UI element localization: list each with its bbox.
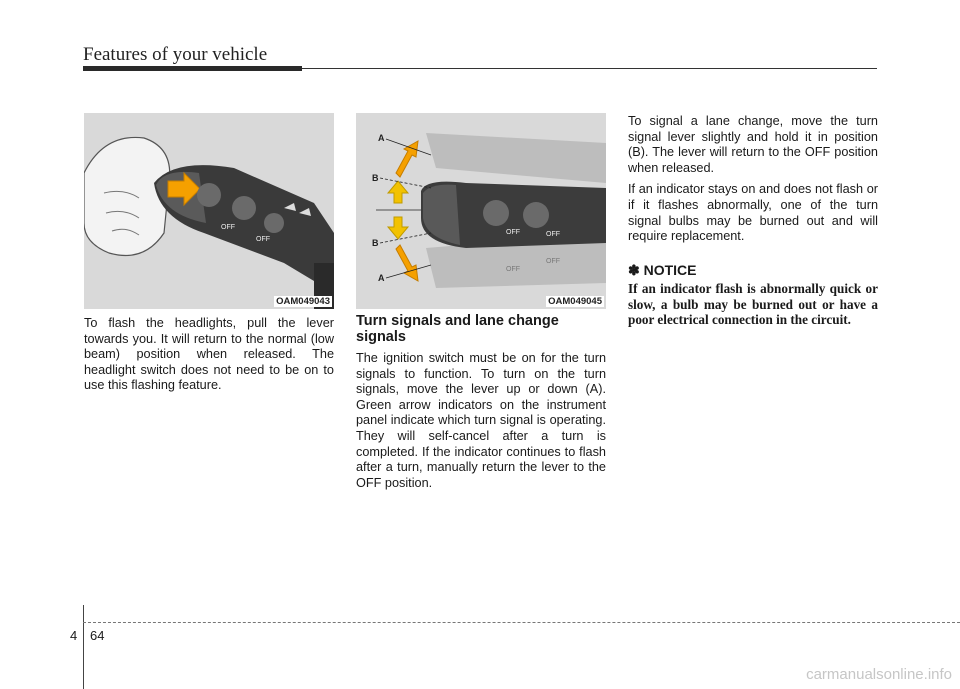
column-1 [84,316,334,400]
headlight-lever-illustration [84,113,334,309]
off-label: OFF [256,236,270,243]
footer-vertical-rule [83,605,84,689]
off-label: OFF [506,229,520,236]
notice-body: If an indicator flash is abnormally quick or slow, a bulb may be burned out or have a poor electrical connection in the circuit. [628,281,878,328]
lane-change-paragraph: To signal a lane change, move the turn signal lever slightly and hold it in position (B). The lever will return to the OFF position when released. [628,114,878,175]
page-number: 64 [90,628,105,643]
notice-title: ✽ NOTICE [628,261,697,278]
off-label: OFF [546,231,560,238]
page-header-title: Features of your vehicle [83,44,268,65]
label-a-top: A [378,133,385,143]
off-label: OFF [546,258,560,265]
turn-signal-lever-illustration [356,113,606,309]
figure-turn-signals [356,113,606,309]
figure-code: OAM049045 [548,296,602,307]
turn-signal-paragraph: The ignition switch must be on for the turn signals to function. To turn on the turn signals, move the lever up or down (A). Green arrow indicators on the instrument panel indicate which turn signal is operating. They will self-cancel after a turn is completed. If the indicator continues to flash after a turn, manually return the lever to the OFF position. [356,351,606,490]
header-rule [302,68,877,69]
watermark: carmanualsonline.info [806,666,952,683]
column-2 [356,313,606,497]
label-b-top: B [372,173,379,183]
off-label: OFF [506,266,520,273]
label-b-bottom: B [372,238,379,248]
figure-headlight-flash [84,113,334,309]
off-label: OFF [221,224,235,231]
section-heading: Turn signals and lane change signals [356,313,559,345]
headlight-flash-paragraph: To flash the headlights, pull the lever towards you. It will return to the normal (low beam) position when released. The headlight switch does not need to be on to use this flashing feature. [84,316,334,393]
page-chapter: 4 [70,628,78,643]
column-3 [628,114,878,334]
hand-illustration [84,137,170,255]
figure-code: OAM049043 [276,296,330,307]
indicator-paragraph: If an indicator stays on and does not flash or if it flashes abnormally, one of the turn signal bulbs may be burned out and will require replacement. [628,182,878,244]
footer-horizontal-rule [83,622,960,623]
label-a-bottom: A [378,273,385,283]
header-bar [83,66,302,71]
